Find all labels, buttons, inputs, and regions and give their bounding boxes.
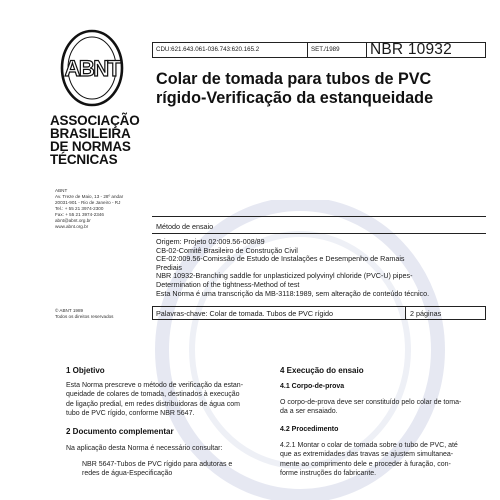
subsection-heading-specimen: 4.1 Corpo-de-prova [280,383,345,390]
paragraph-line: de ligação predial, em redes distribuidoras de água com [66,400,240,408]
paragraph-line: da a ser ensaiado. [280,408,338,416]
paragraph-line: 4.2.1 Montar o colar de tomada sobre o tubo de PVC, até [280,441,458,449]
section-heading-references: 2 Documento complementar [66,426,174,436]
copyright-notice [55,308,155,320]
paragraph-line: queidade de colares de tomada, destinados à execução [66,391,240,399]
document-title [156,70,486,108]
cdu-code: CDU:621.643.061-036.743:620.165.2 [156,46,260,53]
origin-line: CB-02-Comitê Brasileiro de Construção Civil [156,245,298,255]
reference-line: redes de água-Especificação [82,470,173,478]
paragraph-line: Esta Norma prescreve o método de verificação da estan- [66,382,244,389]
origin-line: CE-02:009.56-Comissão de Estudo de Instalações e Desempenho de Ramais [156,254,405,264]
origin-block [156,238,486,298]
publication-date: SET./1989 [311,46,340,53]
left-column [66,366,271,479]
address-line: www.abnt.org.br [55,224,89,229]
paragraph-line: tubo de PVC rígido, conforme NBR 5647. [66,410,195,418]
paragraph-line: forme instruções do fabricante. [280,470,377,478]
abnt-logo [52,28,132,108]
divider-line [152,233,486,234]
divider-line [152,216,486,217]
address-line: abnt@abnt.org.br [55,218,91,223]
title-line: rígido-Verificação da estanqueidade [156,89,434,107]
address-line: ABNT [55,188,68,193]
page-count: 2 páginas [410,309,442,318]
document-type: Método de ensaio [156,222,214,231]
subsection-heading-procedure: 4.2 Procedimento [280,425,339,433]
org-name-line: BRASILEIRA [50,126,131,141]
section-heading-test-execution: 4 Execução do ensaio [280,366,364,375]
origin-line: NBR 10932-Branching saddle for unplasticized polyvinyl chloride (PVC-U) pipes- [156,271,413,281]
copyright-line: Todos os direitos reservados [55,314,114,319]
address-line: Fax: + 55 21 3974-2346 [55,212,104,217]
org-name-line: TÉCNICAS [50,152,118,167]
address-line: 20031-901 - Rio de Janeiro - RJ [55,200,121,205]
paragraph-line: mente ao comprimento dele e proceder à furação, con- [280,460,451,468]
origin-line: Origem: Projeto 02:009.56-008/89 [156,237,265,246]
address-line: Av. Treze de Maio, 13 - 28º andar [55,194,124,199]
paragraph-line: que as extremidades das travas se ajustem simultanea- [280,451,454,459]
org-address [55,188,155,230]
header-divider [307,42,308,58]
org-name-line: DE NORMAS [50,139,131,154]
paragraph-line: Na aplicação desta Norma é necessário consultar: [66,444,223,452]
org-name-line: ASSOCIAÇÃO [50,113,140,128]
title-line: Colar de tomada para tubos de PVC [156,70,432,88]
logo-text: ABNT [64,56,120,81]
origin-line: Esta Norma é uma transcrição da MB-3118:1989, sem alteração de conteúdo técnico. [156,288,430,298]
header-divider [366,42,367,58]
origin-line: Determination of the tightness-Method of test [156,279,300,289]
section-heading-objective: 1 Objetivo [66,366,105,375]
keywords-divider [405,306,406,320]
keywords: Palavras-chave: Colar de tomada. Tubos de PVC rígido [156,309,333,318]
reference-line: NBR 5647-Tubos de PVC rígido para adutoras e [82,461,233,469]
address-line: Tel.: + 55 21 3974-2300 [55,206,104,211]
origin-line: Prediais [156,262,182,272]
paragraph-line: O corpo-de-prova deve ser constituído pelo colar de toma- [280,399,462,406]
right-column [280,366,485,478]
organization-name [50,114,160,166]
standard-number: NBR 10932 [370,41,452,58]
copyright-line: © ABNT 1989 [55,308,84,313]
